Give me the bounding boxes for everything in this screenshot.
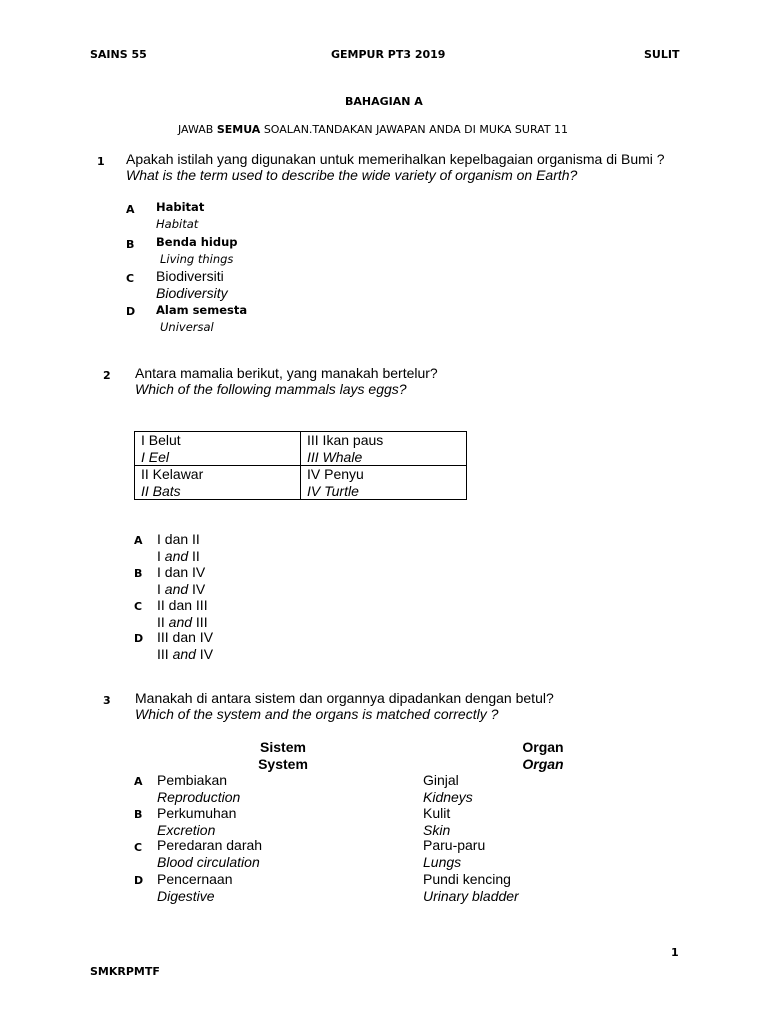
q1-option-d-bm: Alam semesta (156, 303, 248, 317)
q2-option-d[interactable] (157, 629, 213, 662)
table-cell (301, 466, 467, 500)
q2-cell-1-bm: I Belut (141, 432, 181, 448)
q2-option-a-en-1: I (157, 547, 165, 564)
table-cell (135, 466, 301, 500)
q2-option-c-en-2: III (192, 613, 208, 630)
q3-option-c-organ-bm: Paru-paru (423, 837, 486, 853)
q2-number: 2 (103, 369, 111, 382)
table-cell (135, 432, 301, 466)
q1-question-bm: Apakah istilah yang digunakan untuk memerihalkan kepelbagaian organisma di Bumi ? (126, 151, 665, 167)
q3-option-c-organ-en: Lungs (423, 853, 462, 870)
q2-option-a-en-2: II (188, 547, 200, 564)
q3-option-c-system[interactable] (157, 837, 262, 870)
q1-option-c-en: Biodiversity (156, 284, 228, 301)
q2-option-d-label[interactable]: D (134, 632, 144, 645)
q2-option-b-en-2: IV (188, 580, 206, 597)
q2-option-a-bm: I dan II (157, 531, 200, 547)
header-subject: SAINS 55 (90, 48, 147, 61)
q2-option-c-label[interactable]: C (134, 600, 143, 613)
footer-school-code: SMKRPMTF (90, 965, 160, 978)
q2-option-b-bm: I dan IV (157, 564, 206, 580)
q3-system-header-bm: Sistem (260, 739, 306, 755)
q3-option-b-organ (423, 805, 450, 838)
q3-option-d-system[interactable] (157, 871, 233, 904)
q3-organ-header-en: Organ (522, 756, 564, 772)
q2-option-d-bm: III dan IV (157, 629, 214, 645)
q2-option-c-en-and: and (168, 613, 193, 630)
q1-option-c-bm: Biodiversiti (156, 268, 224, 284)
q2-option-b-label[interactable]: B (134, 567, 143, 580)
q3-option-d-organ-en: Urinary bladder (423, 887, 519, 904)
q3-option-a-system[interactable] (157, 772, 240, 805)
q1-option-a-en: Habitat (156, 217, 199, 231)
q1-option-a[interactable] (156, 199, 204, 233)
q2-option-b[interactable] (157, 564, 205, 597)
q2-cell-3-bm: III Ikan paus (307, 432, 384, 448)
q2-cell-1-en: I Eel (141, 448, 170, 465)
section-title: BAHAGIAN A (345, 95, 423, 108)
table-row (135, 466, 467, 500)
q1-option-d[interactable] (156, 302, 247, 336)
q1-option-b-en: Living things (160, 252, 234, 266)
q1-option-d-en: Universal (160, 320, 214, 334)
q2-option-c-en-1: II (157, 613, 169, 630)
q2-question-en: Which of the following mammals lays eggs? (135, 381, 407, 397)
q3-question-bm: Manakah di antara sistem dan organnya dipadankan dengan betul? (135, 690, 554, 706)
q3-option-b-organ-bm: Kulit (423, 805, 451, 821)
q2-cell-4-bm: IV Penyu (307, 466, 364, 482)
q3-question-en: Which of the system and the organs is matched correctly ? (135, 706, 499, 722)
q2-option-d-en-and: and (172, 645, 196, 662)
q3-option-d-system-bm: Pencernaan (157, 871, 233, 887)
page-number: 1 (671, 946, 679, 959)
q2-option-a-en-and: and (164, 547, 189, 564)
q2-option-d-en-1: III (157, 645, 173, 662)
instruction-emphasis: SEMUA (216, 123, 261, 136)
q1-number: 1 (97, 155, 105, 168)
q3-option-a-label[interactable]: A (134, 775, 143, 788)
q1-option-b[interactable] (156, 234, 238, 268)
q2-option-c[interactable] (157, 597, 208, 630)
q2-cell-3-en: III Whale (307, 448, 363, 465)
q1-option-c-label[interactable]: C (126, 272, 135, 285)
q2-question-bm: Antara mamalia berikut, yang manakah bertelur? (135, 365, 438, 381)
q1-option-d-label[interactable]: D (126, 305, 136, 318)
q2-option-a-label[interactable]: A (134, 534, 143, 547)
q2-option-d-en-2: IV (195, 645, 214, 662)
q3-option-c-system-bm: Peredaran darah (157, 837, 263, 853)
q3-option-a-organ-bm: Ginjal (423, 772, 459, 788)
table-row (135, 432, 467, 466)
q2-mammal-table (134, 431, 467, 500)
q3-option-b-system-en: Excretion (157, 821, 216, 838)
q2-option-b-en-and: and (164, 580, 189, 597)
q3-option-d-organ-bm: Pundi kencing (423, 871, 511, 887)
q3-option-b-label[interactable]: B (134, 808, 143, 821)
q3-option-d-label[interactable]: D (134, 874, 144, 887)
q3-organ-header-bm: Organ (522, 739, 564, 755)
q3-option-b-system-bm: Perkumuhan (157, 805, 237, 821)
q3-option-c-system-en: Blood circulation (157, 853, 260, 870)
q1-option-a-label[interactable]: A (126, 203, 135, 216)
q1-option-b-bm: Benda hidup (156, 235, 238, 249)
q3-system-column-header (230, 739, 336, 773)
instruction-part2: SOALAN.TANDAKAN JAWAPAN ANDA DI MUKA SURAT 11 (260, 123, 569, 136)
q1-option-c[interactable] (156, 268, 228, 301)
instruction-part1: JAWAB (178, 123, 217, 136)
table-cell (301, 432, 467, 466)
q1-option-a-bm: Habitat (156, 200, 205, 214)
header-classification: SULIT (644, 48, 680, 61)
q2-cell-2-bm: II Kelawar (141, 466, 204, 482)
instruction (178, 123, 568, 136)
q3-system-header-en: System (258, 756, 308, 772)
header-exam-title: GEMPUR PT3 2019 (331, 48, 446, 61)
q3-option-d-system-en: Digestive (157, 887, 215, 904)
q3-organ-column-header (510, 739, 576, 773)
q3-option-c-organ (423, 837, 485, 870)
q2-option-b-en-1: I (157, 580, 165, 597)
q3-option-c-label[interactable]: C (134, 841, 143, 854)
q2-option-a[interactable] (157, 531, 200, 564)
q3-option-a-organ (423, 772, 473, 805)
q2-cell-4-en: IV Turtle (307, 482, 359, 499)
q2-option-c-bm: II dan III (157, 597, 208, 613)
q3-option-b-organ-en: Skin (423, 821, 451, 838)
q3-option-a-system-en: Reproduction (157, 788, 241, 805)
q3-option-b-system[interactable] (157, 805, 236, 838)
q3-option-a-organ-en: Kidneys (423, 788, 473, 805)
q1-question-en: What is the term used to describe the wide variety of organism on Earth? (126, 167, 578, 183)
q1-option-b-label[interactable]: B (126, 238, 135, 251)
q3-number: 3 (103, 694, 111, 707)
q3-option-d-organ (423, 871, 519, 904)
q2-cell-2-en: II Bats (141, 482, 181, 499)
q3-option-a-system-bm: Pembiakan (157, 772, 228, 788)
